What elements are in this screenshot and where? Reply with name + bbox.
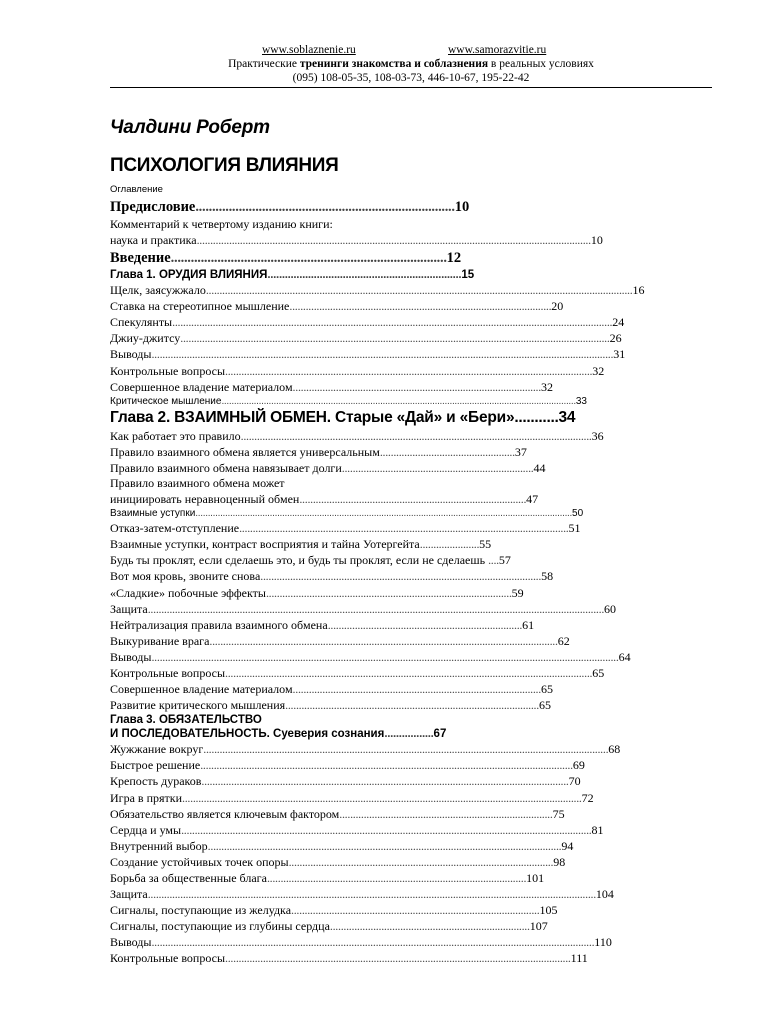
toc-dot-leader: ........................................................................................................................................................	[195, 508, 573, 520]
toc-entry-title: Выводы	[110, 935, 152, 950]
header-trainings-pre: Практические	[228, 58, 300, 70]
toc-entry-title: Глава 3. ОБЯЗАТЕЛЬСТВО	[110, 714, 262, 727]
toc-entry	[110, 790, 710, 806]
toc-entry	[110, 681, 710, 697]
toc-entry-title: Как работает это правило	[110, 428, 241, 443]
toc-dot-leader: ........................................................................................................................................	[201, 774, 569, 789]
toc-entry-title: Сигналы, поступающие из желудка	[110, 903, 292, 918]
toc-entry-title: Выводы	[110, 649, 152, 664]
toc-page-number: 10	[590, 233, 603, 247]
toc-entry-title: Выкуривание врага	[110, 633, 210, 648]
toc-entry-title: Спекулянты	[110, 315, 173, 330]
toc-entry-title: Будь ты проклят, если сделаешь это, и будь ты проклят, если не сделаешь	[110, 553, 489, 568]
toc-entry-title: «Сладкие» побочные эффекты	[110, 585, 266, 600]
toc-entry	[110, 197, 710, 217]
toc-dot-leader: .................................................................................................................................	[209, 633, 558, 648]
toc-entry	[110, 649, 710, 665]
toc-dot-leader: ....................................................................................	[299, 492, 527, 507]
toc-entry	[110, 552, 710, 568]
toc-page-number: 50	[572, 508, 584, 520]
toc-entry	[110, 536, 710, 552]
toc-entry	[110, 806, 710, 822]
toc-dot-leader: ................................................................................................................................	[225, 951, 571, 966]
toc-entry-title: Вот моя кровь, звоните снова	[110, 569, 261, 584]
toc-dot-leader: ....................................................................................................................................................................	[151, 935, 595, 950]
header-phones: (095) 108-05-35, 108-03-73, 446-10-67, 195-22-42	[292, 71, 530, 84]
toc-entry	[110, 491, 710, 507]
toc-entry-title: Выводы	[110, 347, 152, 362]
toc-dot-leader: ...............................................................................................................................................	[221, 395, 576, 407]
toc-entry	[110, 870, 710, 886]
header-links	[110, 44, 712, 58]
toc-dot-leader: ...................................................................................	[170, 250, 447, 267]
toc-entry-title: Контрольные вопросы	[110, 665, 226, 680]
toc-page-number: 33	[575, 395, 587, 407]
toc-entry	[110, 886, 710, 902]
author-name: Чалдини Роберт	[110, 117, 270, 138]
toc-page-number: 55	[479, 537, 492, 552]
toc-entry	[110, 727, 710, 741]
toc-dot-leader: ...........................................................................................................................................................................	[151, 347, 614, 362]
toc-page-number: 98	[553, 854, 566, 869]
toc-dot-leader: ........................................................................................................	[260, 569, 542, 584]
toc-dot-leader: ......................................................................................................................................................	[203, 742, 609, 757]
toc-entry-title: Обязательство является ключевым фактором	[110, 806, 340, 821]
header-trainings-bold: тренинги знакомства и соблазнения	[299, 58, 489, 70]
toc-entry-title: Контрольные вопросы	[110, 363, 226, 378]
toc-entry	[110, 217, 710, 232]
toc-entry-title: наука и практика	[110, 233, 197, 247]
toc-entry	[110, 950, 710, 966]
toc-entry	[110, 507, 710, 520]
toc-page-number: 58	[541, 569, 554, 584]
toc-entry-title: Правило взаимного обмена навязывает долги	[110, 460, 342, 475]
toc-dot-leader: ....	[488, 553, 499, 568]
toc-dot-leader: ..........................................................................................................................	[239, 521, 569, 536]
toc-dot-leader: ..................................................................................................	[288, 854, 554, 869]
toc-entry-title: Крепость дураков	[110, 774, 202, 789]
toc-entry	[110, 232, 710, 248]
toc-page-number: 24	[612, 315, 625, 330]
toc-dot-leader: ........................................................................................................................................	[225, 665, 593, 680]
toc-entry-title: Взаимные уступки	[110, 508, 196, 520]
toc-entry-title: Совершенное владение материалом	[110, 379, 293, 394]
toc-entry-title: Сигналы, поступающие из глубины сердца	[110, 919, 330, 934]
toc-page-number: 110	[594, 935, 612, 950]
toc-page-number: 37	[514, 444, 527, 459]
toc-entry	[110, 568, 710, 584]
toc-dot-leader: ..............................................................................................................................................................	[205, 283, 633, 298]
toc-entry	[110, 346, 710, 362]
link-samorazvitie[interactable]: www.samorazvitie.ru	[448, 44, 547, 56]
toc-entry-title: Развитие критического мышления	[110, 698, 286, 713]
toc-entry	[110, 934, 710, 950]
toc-page-number: 12	[446, 250, 462, 267]
toc-entry-title: И ПОСЛЕДОВАТЕЛЬНОСТЬ. Суеверия сознания	[110, 728, 385, 741]
toc-page-number: 32	[540, 379, 553, 394]
toc-page-number: 26	[609, 331, 622, 346]
toc-entry-title: Введение	[110, 250, 171, 267]
toc-dot-leader: ...............................................................................	[339, 806, 553, 821]
toc-dot-leader: ...................................................................................................................................	[207, 838, 562, 853]
toc-dot-leader: .................	[384, 728, 434, 741]
toc-entry	[110, 282, 710, 298]
toc-page-number: 111	[570, 951, 588, 966]
toc-page-number: 34	[558, 408, 576, 426]
toc-entry-title: Внутренний выбор	[110, 838, 208, 853]
toc-entry	[110, 379, 710, 395]
toc-page-number: 32	[592, 363, 605, 378]
toc-dot-leader: ........................................................................................................................................	[225, 363, 593, 378]
toc-entry	[110, 902, 710, 918]
toc-page-number: 36	[591, 428, 604, 443]
toc-dot-leader: ..............................................................................	[195, 199, 455, 215]
toc-entry-title: Правило взаимного обмена является универсальным	[110, 444, 380, 459]
toc-page-number: 59	[511, 585, 524, 600]
toc-dot-leader: ...........	[514, 408, 559, 426]
toc-heading: Оглавление	[110, 184, 163, 195]
toc-page-number: 81	[591, 822, 604, 837]
page-header	[110, 44, 712, 85]
toc-entry-title: Джиу-джитсу	[110, 331, 181, 346]
toc-entry	[110, 633, 710, 649]
table-of-contents	[110, 197, 710, 967]
toc-page-number: 16	[632, 283, 645, 298]
toc-entry	[110, 665, 710, 681]
toc-dot-leader: ..................................................................................................................................................	[196, 233, 591, 247]
toc-page-number: 20	[551, 299, 564, 314]
toc-dot-leader: ...................................................................	[267, 269, 462, 282]
toc-page-number: 44	[533, 460, 546, 475]
toc-entry	[110, 773, 710, 789]
toc-entry-title: Глава 2. ВЗАИМНЫЙ ОБМЕН. Старые «Дай» и «Бери»	[110, 408, 515, 426]
toc-page-number: 64	[618, 649, 631, 664]
toc-page-number: 70	[568, 774, 581, 789]
toc-entry	[110, 741, 710, 757]
toc-entry	[110, 838, 710, 854]
link-soblaznenie[interactable]: www.soblaznenie.ru	[262, 44, 356, 56]
toc-page-number: 75	[552, 806, 565, 821]
toc-entry	[110, 444, 710, 460]
toc-entry-title: Быстрое решение	[110, 758, 201, 773]
toc-dot-leader: ............................................................................................	[292, 682, 541, 697]
toc-dot-leader: ................................................................................................	[266, 871, 527, 885]
toc-page-number: 67	[433, 728, 447, 741]
toc-entry-title: Сердца и умы	[110, 822, 182, 837]
toc-entry-title: инициировать неравноценный обмен	[110, 492, 300, 507]
toc-page-number: 101	[526, 871, 545, 885]
toc-entry-title: Борьба за общественные блага	[110, 871, 267, 885]
toc-entry-title: Правило взаимного обмена может	[110, 476, 285, 491]
toc-page-number: 57	[498, 553, 511, 568]
toc-entry	[110, 697, 710, 713]
toc-entry	[110, 585, 710, 601]
toc-entry	[110, 822, 710, 838]
toc-entry	[110, 757, 710, 773]
toc-dot-leader: ...................................................................................................................................................................	[172, 315, 613, 330]
toc-dot-leader: ..................................................	[379, 444, 515, 459]
toc-dot-leader: ....................................................................................................................................................	[182, 790, 582, 805]
toc-page-number: 65	[540, 682, 553, 697]
toc-entry	[110, 298, 710, 314]
toc-dot-leader: .......................................................................	[341, 460, 534, 475]
header-trainings-line	[110, 58, 712, 72]
toc-page-number: 94	[561, 838, 574, 853]
toc-entry-title: Взаимные уступки, контраст восприятия и тайна Уотергейта	[110, 537, 420, 552]
toc-dot-leader: .................................................................................................	[289, 299, 552, 314]
toc-entry	[110, 713, 710, 727]
toc-dot-leader: .........................................................................................................................................................................	[147, 601, 605, 616]
toc-entry-title: Жужжание вокруг	[110, 742, 204, 757]
toc-entry	[110, 476, 710, 491]
toc-dot-leader: ..................................................................................................................................	[240, 428, 592, 443]
toc-entry	[110, 601, 710, 617]
toc-page-number: 105	[539, 903, 558, 918]
toc-dot-leader: ..........................................................................	[329, 919, 530, 934]
toc-dot-leader: ..............................................................................................	[285, 698, 539, 713]
toc-entry	[110, 617, 710, 633]
toc-entry	[110, 520, 710, 536]
toc-entry-title: Ставка на стереотипное мышление	[110, 299, 290, 314]
toc-entry-title: Отказ-затем-отступление	[110, 521, 240, 536]
toc-dot-leader: ............................................................................................	[292, 379, 541, 394]
toc-entry-title: Защита	[110, 601, 148, 616]
toc-entry-title: Игра в прятки	[110, 790, 183, 805]
toc-page-number: 31	[613, 347, 626, 362]
toc-entry	[110, 330, 710, 346]
toc-page-number: 62	[557, 633, 570, 648]
toc-page-number: 15	[461, 269, 475, 282]
toc-dot-leader: ........................................................................................................................................................	[181, 822, 592, 837]
toc-dot-leader: ...........................................................................................	[265, 585, 512, 600]
toc-entry-title: Предисловие	[110, 199, 196, 215]
toc-entry	[110, 248, 710, 268]
toc-page-number: 10	[454, 199, 470, 215]
toc-page-number: 65	[538, 698, 551, 713]
toc-entry-title: Создание устойчивых точек опоры	[110, 854, 289, 869]
toc-dot-leader: ......................................................................................................................................................................	[147, 887, 596, 902]
toc-entry	[110, 268, 710, 282]
toc-page-number: 68	[608, 742, 621, 757]
toc-page-number: 60	[604, 601, 617, 616]
toc-page-number: 61	[522, 617, 535, 632]
toc-entry-title: Критическое мышление	[110, 395, 222, 407]
toc-entry	[110, 395, 710, 408]
toc-page-number: 107	[529, 919, 548, 934]
toc-entry-title: Совершенное владение материалом	[110, 682, 293, 697]
toc-dot-leader: ........................................................................	[327, 617, 523, 632]
toc-dot-leader: .............................................................................................................................................................................	[151, 649, 619, 664]
toc-dot-leader: ......................	[419, 537, 480, 552]
toc-entry-title: Контрольные вопросы	[110, 951, 226, 966]
toc-dot-leader: ...............................................................................................................................................................	[180, 331, 610, 346]
toc-page-number: 104	[595, 887, 614, 902]
toc-entry-title: Защита	[110, 887, 148, 902]
toc-entry	[110, 460, 710, 476]
toc-dot-leader: ..........................................................................................................................................	[200, 758, 573, 773]
header-trainings-post: в реальных условиях	[488, 58, 594, 70]
toc-entry	[110, 854, 710, 870]
toc-page-number: 72	[581, 790, 594, 805]
toc-page-number: 51	[568, 521, 581, 536]
toc-dot-leader: ............................................................................................	[291, 903, 540, 918]
header-divider	[110, 87, 712, 88]
toc-entry	[110, 918, 710, 934]
book-title: ПСИХОЛОГИЯ ВЛИЯНИЯ	[110, 155, 339, 176]
toc-entry-title: Глава 1. ОРУДИЯ ВЛИЯНИЯ	[110, 269, 268, 282]
toc-entry	[110, 363, 710, 379]
toc-page-number: 47	[526, 492, 539, 507]
toc-entry-title: Щелк, заясужжало	[110, 283, 206, 298]
toc-entry-title: Нейтрализация правила взаимного обмена	[110, 617, 328, 632]
toc-entry	[110, 314, 710, 330]
toc-page-number: 65	[592, 665, 605, 680]
toc-entry	[110, 408, 710, 428]
toc-page-number: 69	[572, 758, 585, 773]
toc-entry	[110, 428, 710, 444]
toc-entry-title: Комментарий к четвертому изданию книги:	[110, 217, 333, 231]
